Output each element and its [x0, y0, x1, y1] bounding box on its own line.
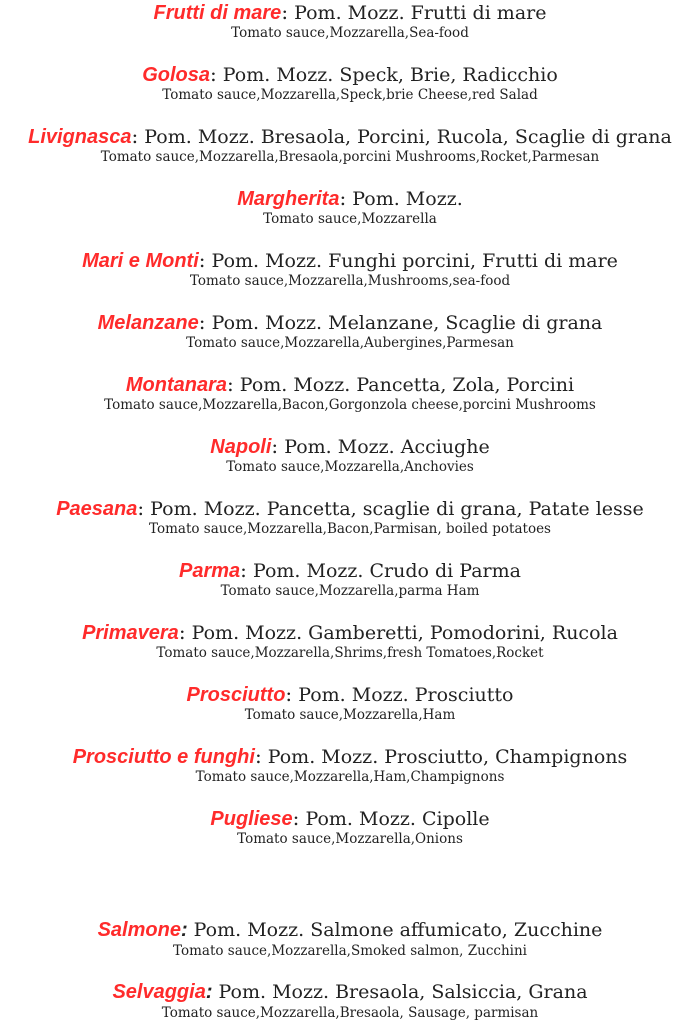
- italian-ingredients: Pom. Mozz. Melanzane, Scaglie di grana: [205, 312, 603, 334]
- pizza-name: Napoli: [210, 436, 272, 458]
- menu-item-margherita: [0, 186, 700, 228]
- separator: :: [281, 0, 289, 24]
- italian-ingredients: Pom. Mozz.: [346, 188, 463, 210]
- menu-item-montanara: [0, 372, 700, 414]
- pizza-name: Pugliese: [210, 808, 293, 830]
- english-ingredients: Tomato sauce,Mozzarella,Ham,Champignons: [195, 769, 505, 785]
- italian-ingredients: Pom. Mozz. Prosciutto: [292, 684, 514, 706]
- menu-item-line: [0, 310, 700, 334]
- menu-item-parma: [0, 558, 700, 600]
- menu-item-melanzane: [0, 310, 700, 352]
- italian-ingredients: Pom. Mozz. Bresaola, Salsiccia, Grana: [212, 981, 588, 1003]
- pizza-name: Prosciutto e funghi: [72, 746, 255, 768]
- menu-item-frutti-di-mare: [0, 0, 700, 42]
- menu-item-paesana: [0, 496, 700, 538]
- menu-item-line: [0, 620, 700, 644]
- pizza-name: Margherita: [237, 188, 340, 210]
- separator: :: [137, 496, 145, 520]
- pizza-name: Paesana: [56, 498, 138, 520]
- english-ingredients: Tomato sauce,Mozzarella,Sea-food: [231, 25, 469, 41]
- pizza-name: Golosa: [142, 64, 210, 86]
- separator: :: [198, 310, 206, 334]
- pizza-name: Frutti di mare: [153, 2, 282, 24]
- menu-item-pugliese: [0, 806, 700, 848]
- menu-item-selvaggia: [0, 980, 700, 1022]
- italian-ingredients: Pom. Mozz. Gamberetti, Pomodorini, Rucola: [185, 622, 618, 644]
- english-ingredients: Tomato sauce,Mozzarella,Shrims,fresh Tomatoes,Rocket: [156, 645, 544, 661]
- separator: :: [240, 558, 247, 582]
- menu-item-prosciutto-e-funghi: [0, 744, 700, 786]
- menu-item-line: [0, 980, 700, 1004]
- separator: :: [271, 434, 279, 458]
- separator: :: [205, 981, 213, 1003]
- italian-ingredients: Pom. Mozz. Prosciutto, Champignons: [261, 746, 628, 768]
- italian-ingredients: Pom. Mozz. Cipolle: [299, 808, 490, 830]
- menu-item-livignasca: [0, 124, 700, 166]
- menu-item-prosciutto: [0, 682, 700, 724]
- menu-item-line: [0, 124, 700, 148]
- italian-ingredients: Pom. Mozz. Acciughe: [278, 436, 490, 458]
- separator: :: [210, 62, 217, 86]
- pizza-name: Livignasca: [28, 126, 132, 148]
- separator: :: [339, 186, 347, 210]
- italian-ingredients: Pom. Mozz. Pancetta, scaglie di grana, Patate lesse: [144, 498, 644, 520]
- separator: :: [292, 806, 300, 830]
- pizza-name: Melanzane: [97, 312, 199, 334]
- menu-item-salmone: [0, 918, 700, 960]
- separator: :: [254, 744, 262, 768]
- pizza-name: Prosciutto: [186, 684, 286, 706]
- separator: :: [180, 919, 188, 941]
- english-ingredients: Tomato sauce,Mozzarella,Mushrooms,sea-food: [189, 273, 511, 289]
- menu-item-line: [0, 496, 700, 520]
- pizza-name: Salmone: [97, 919, 181, 941]
- menu-item-line: [0, 558, 700, 582]
- italian-ingredients: Pom. Mozz. Frutti di mare: [288, 2, 547, 24]
- english-ingredients: Tomato sauce,Mozzarella,Bacon,Parmisan, boiled potatoes: [149, 521, 551, 537]
- menu-item-primavera: [0, 620, 700, 662]
- menu-item-line: [0, 744, 700, 768]
- menu-item-napoli: [0, 434, 700, 476]
- menu-item-line: [0, 186, 700, 210]
- menu-item-line: [0, 372, 700, 396]
- italian-ingredients: Pom. Mozz. Speck, Brie, Radicchio: [216, 64, 558, 86]
- separator: :: [178, 620, 186, 644]
- english-ingredients: Tomato sauce,Mozzarella,Bacon,Gorgonzola cheese,porcini Mushrooms: [104, 397, 596, 413]
- italian-ingredients: Pom. Mozz. Crudo di Parma: [246, 560, 521, 582]
- pizza-name: Montanara: [125, 374, 228, 396]
- menu-item-line: [0, 918, 700, 942]
- english-ingredients: Tomato sauce,Mozzarella,Onions: [237, 831, 463, 847]
- menu-item-golosa: [0, 62, 700, 104]
- menu-item-line: [0, 0, 700, 24]
- separator: :: [227, 372, 234, 396]
- english-ingredients: Tomato sauce,Mozzarella,Bresaola, Sausage, parmisan: [161, 1005, 539, 1021]
- menu-item-line: [0, 806, 700, 830]
- italian-ingredients: Pom. Mozz. Salmone affumicato, Zucchine: [187, 919, 603, 941]
- menu-item-line: [0, 248, 700, 272]
- english-ingredients: Tomato sauce,Mozzarella,parma Ham: [220, 583, 480, 599]
- pizza-name: Mari e Monti: [82, 250, 199, 272]
- english-ingredients: Tomato sauce,Mozzarella,Anchovies: [226, 459, 474, 475]
- english-ingredients: Tomato sauce,Mozzarella,Aubergines,Parmesan: [186, 335, 514, 351]
- pizza-name: Primavera: [82, 622, 179, 644]
- english-ingredients: Tomato sauce,Mozzarella,Bresaola,porcini Mushrooms,Rocket,Parmesan: [100, 149, 600, 165]
- italian-ingredients: Pom. Mozz. Pancetta, Zola, Porcini: [233, 374, 575, 396]
- menu-item-line: [0, 434, 700, 458]
- english-ingredients: Tomato sauce,Mozzarella,Ham: [244, 707, 456, 723]
- menu-item-mari-e-monti: [0, 248, 700, 290]
- separator: :: [198, 248, 206, 272]
- menu-item-line: [0, 62, 700, 86]
- menu-item-line: [0, 682, 700, 706]
- english-ingredients: Tomato sauce,Mozzarella: [263, 211, 437, 227]
- italian-ingredients: Pom. Mozz. Bresaola, Porcini, Rucola, Scaglie di grana: [138, 126, 672, 148]
- english-ingredients: Tomato sauce,Mozzarella,Smoked salmon, Zucchini: [173, 943, 527, 959]
- pizza-name: Parma: [179, 560, 241, 582]
- pizza-name: Selvaggia: [112, 981, 206, 1003]
- separator: :: [285, 682, 293, 706]
- separator: :: [131, 124, 139, 148]
- italian-ingredients: Pom. Mozz. Funghi porcini, Frutti di mare: [205, 250, 618, 272]
- english-ingredients: Tomato sauce,Mozzarella,Speck,brie Cheese,red Salad: [162, 87, 538, 103]
